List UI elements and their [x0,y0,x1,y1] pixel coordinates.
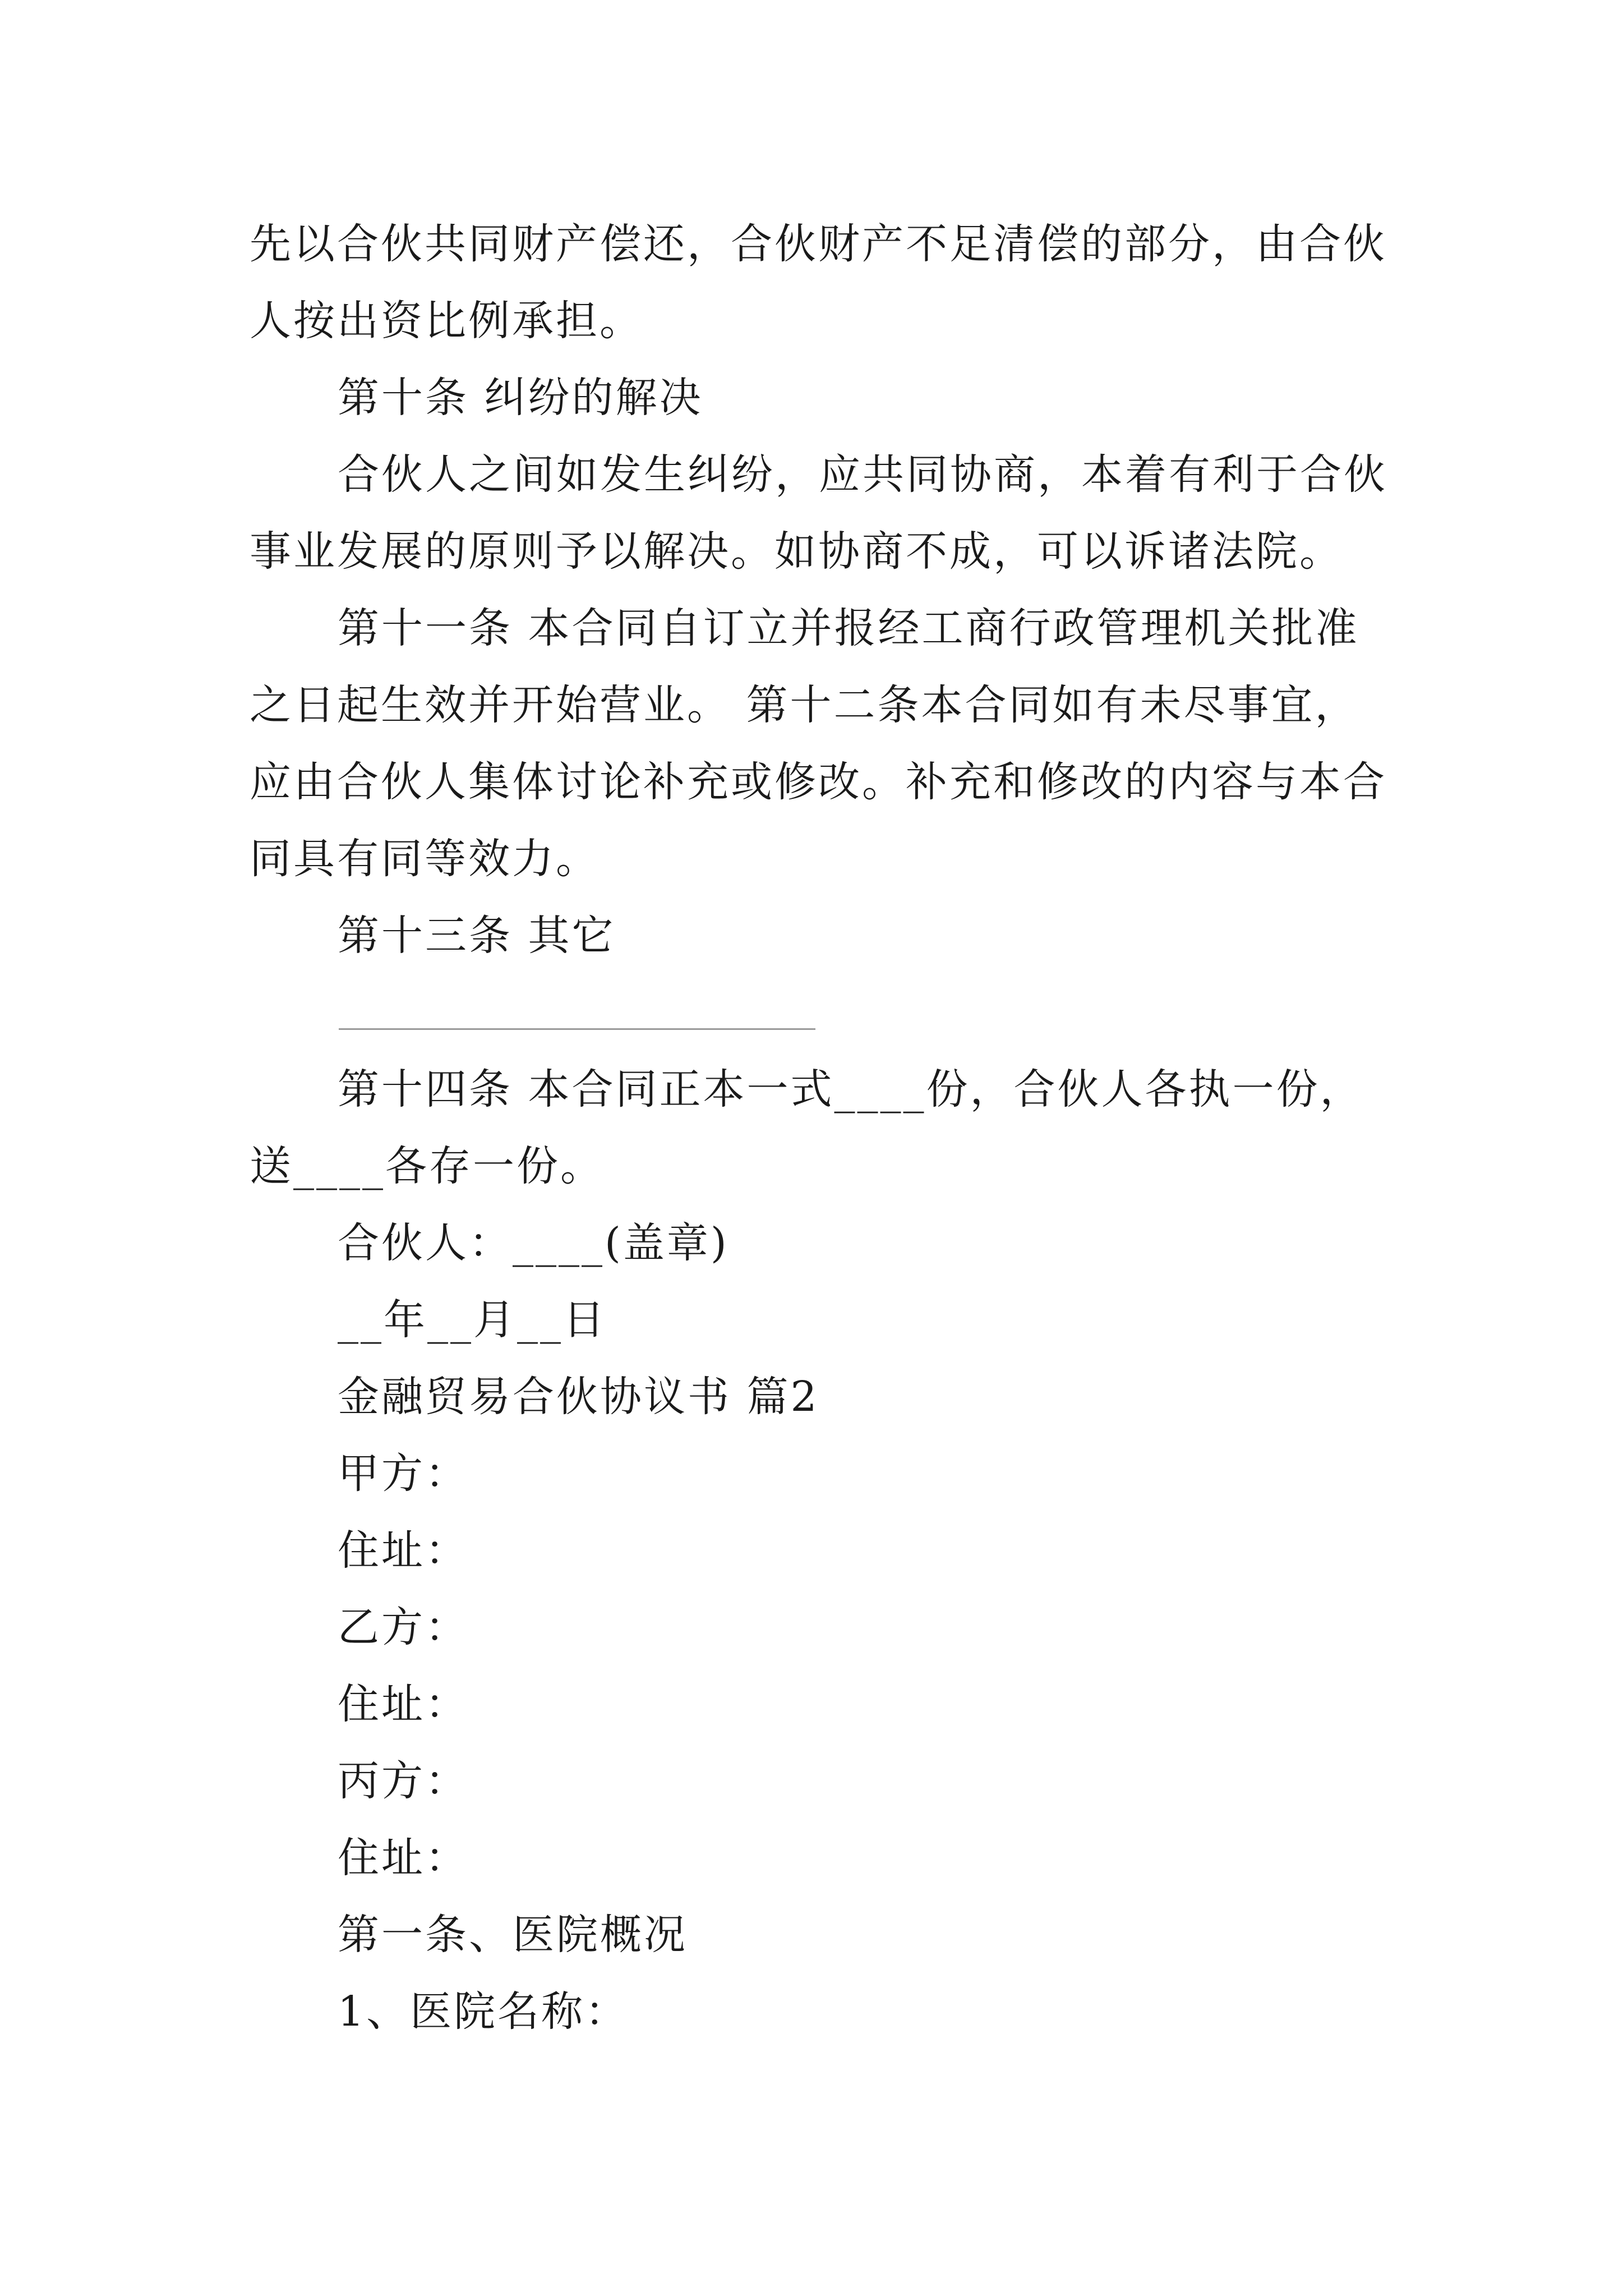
section-heading: 第十条 纠纷的解决 [338,374,703,422]
address-label: 住址： [338,1834,469,1882]
paragraph-line: 之日起生效并开始营业。 第十二条本合同如有未尽事宜， [250,681,1359,729]
address-label: 住址： [338,1680,469,1728]
paragraph-line: 送____各存一份。 [250,1142,604,1190]
paragraph-line: 人按出资比例承担。 [250,297,643,345]
paragraph-line: 第十四条 本合同正本一式____份，合伙人各执一份， [338,1065,1364,1114]
paragraph-line: 事业发展的原则予以解决。如协商不成，可以诉诸法院。 [250,527,1343,576]
paragraph-line: 合伙人之间如发生纠纷，应共同协商，本着有利于合伙 [338,450,1387,499]
section-heading: 第十三条 其它 [338,912,616,960]
paragraph-line: 同具有同等效力。 [250,835,600,883]
document-title: 金融贸易合伙协议书 篇2 [338,1373,819,1421]
signature-line: 合伙人：____(盖章) [338,1219,729,1267]
paragraph-line: 1、医院名称： [338,1987,629,2036]
address-label: 住址： [338,1526,469,1575]
paragraph-line: 先以合伙共同财产偿还，合伙财产不足清偿的部分，由合伙 [250,220,1387,268]
blank-fill-line [339,1028,815,1030]
date-line: __年__月__日 [338,1296,607,1344]
section-heading: 第一条、医院概况 [338,1911,688,1959]
party-label: 甲方： [338,1450,469,1498]
paragraph-line: 应由合伙人集体讨论补充或修改。补充和修改的内容与本合 [250,758,1387,806]
party-label: 丙方： [338,1757,469,1805]
paragraph-line: 第十一条 本合同自订立并报经工商行政管理机关批准 [338,604,1359,652]
party-label: 乙方： [338,1603,469,1651]
